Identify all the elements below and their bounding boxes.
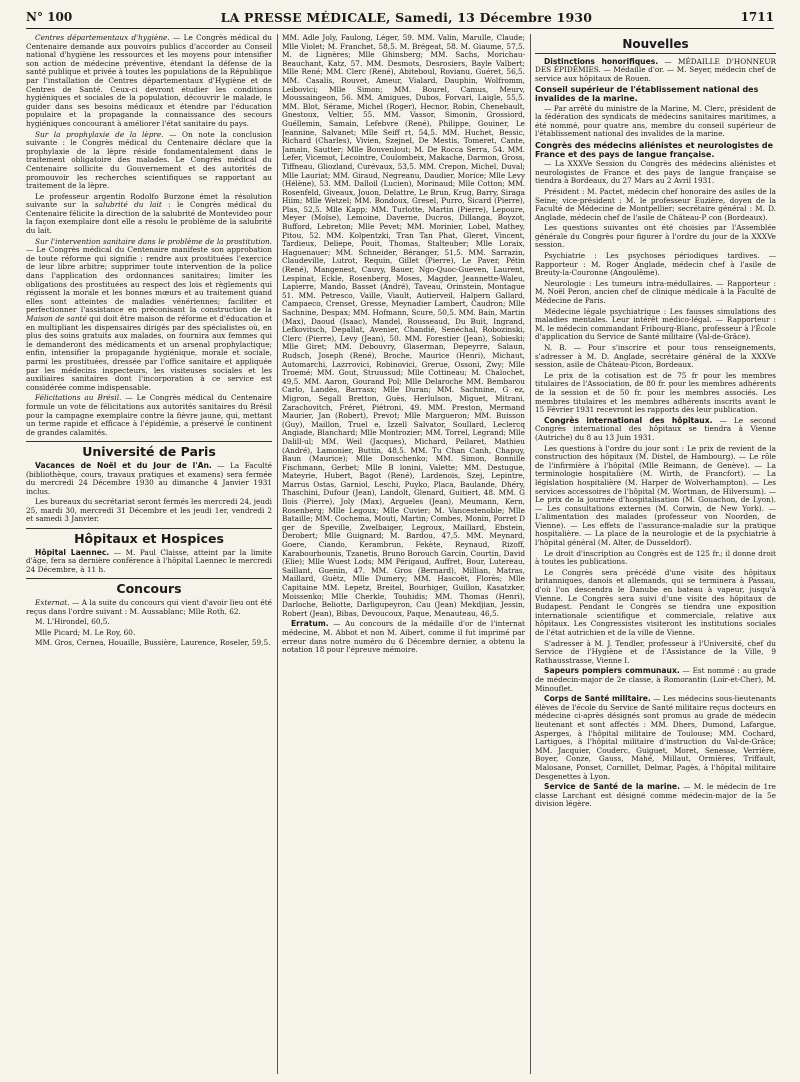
paragraph-erratum: Erratum. — Au concours de la médaille d'or de l'internat médecine, M. Abbot et non M. Aibert, comme il fut imprimé par erreur dans notre numéro du 6 Décembre dernier, a obtenu la notation 18 pour l'épreuve mémoire.	[282, 619, 525, 655]
heading-congres-alienistes: Congrès des médecins aliénistes et neurologistes de France et des pays de langue française.	[535, 140, 774, 159]
paragraph-lait: Le professeur argentin Rodolfo Burzone émet la résolution suivante sur la salubrité du lait : le Congrès médical du Centenaire félicite la direction de la salubrité de Montevideo pour la façon exemplaire dont elle a résolu le problème de la salubrité du lait.	[26, 191, 272, 236]
list-item: MM. Gros, Cernea, Houaille, Bussière, Laurence, Roseler, 59,5.	[35, 638, 271, 648]
page-header	[26, 6, 774, 29]
paragraph-prostitution: Sur l'intervention sanitaire dans le problème de la prostitution. — Le Congrès médical du Centenaire manifeste son approbation de toute réforme qui signifie : rendre aux prostituées l'exercice de leur libre arbitre; supprimer toute intervention de la police dans l'application des ordonnances sanitaires; limiter les obligations des prostituées au respect des lois et règlements qui régissent la morale et les bonnes mœurs et au traitement quand elles sont atteintes de maladies vénériennes; faciliter et perfectionner l'assistance en préconisant la construction de la Maison de santé qui doit être maison de réforme et d'éducation et en multipliant les dispensaires dirigés par des spécialistes où, en plus des soins gratuits aux malades, on fournira aux femmes qui le demanderont des médicaments et un arsenal prophylactique; enfin, intensifier la propagande hygiénique, morale et sociale, parmi les prostituées, dressée par l'office sanitaire et appliquée par les médecins inspecteurs, les visiteuses sociales et les auxiliaires sanitaires dont l'incorporation à ce service est considérée comme indispensable.	[26, 236, 272, 392]
section-title-universite: Université de Paris	[82, 444, 216, 460]
paragraph-bureaux: Les bureaux du secrétariat seront fermés les mercredi 24, jeudi 25, mardi 30, mercredi 31 Décembre et les jeudi 1er, vendredi 2 et samedi 3 Janvier.	[26, 497, 272, 524]
section-divider	[26, 441, 272, 442]
section-divider	[535, 53, 776, 54]
paragraph-lepre: Sur la prophylaxie de la lèpre. — On note la conclusion suivante : le Congrès médical du Centenaire déclare que la prophylaxie de la lèpre réside fondamentalement dans le traitement obligatoire des malades. Le Congrès médical du Centenaire sollicite du Gouvernement et des autorités de promouvoir les recherches scientifiques se rapportant au traitement de la lèpre.	[26, 129, 272, 191]
list-item: Mlle Picard; M. Le Roy, 60.	[35, 627, 136, 637]
section-title-hopitaux: Hôpitaux et Hospices	[74, 531, 224, 547]
paragraph-congres-5: Neurologie : Les tumeurs intra-médullaires. — Rapporteur : M. Noël Peron, ancien chef de clinique médicale à la Faculté de Médecine de Paris.	[535, 278, 776, 306]
journal-title: LA PRESSE MÉDICALE, Samedi, 13 Décembre 1930	[220, 9, 593, 25]
paragraph-international-2: Les questions à l'ordre du jour sont : Le prix de revient de la construction des hôpitaux (M. Distel, de Hambourg). — Le rôle de l'infirmière à l'hôpital (Mlle Reimann, de Genève). — La terminologie hospitalière (M. Wirth, de Francfort). — La législation hospitalière (M. Harper de Wolverhampton). — Les services accessoires de l'hôpital (M. Wortman, de Hilversum). — Le prix de la journée d'hospitalisation (M. Gouachon, de Lyon). — Les consultations externes (M. Corwin, de New York). — L'alimentation des malades (professeur von Noorden, de Vienne). — Les effets de l'assurance-maladie sur la pratique hospitalière. — La place de la neurologie et de la psychiatrie à l'hôpital général (M. Alter, de Dusseldorf).	[535, 443, 776, 548]
column-2	[282, 34, 525, 1074]
section-divider	[26, 528, 272, 529]
issue-number: N° 100	[26, 10, 73, 24]
paragraph-pompiers: Sapeurs pompiers communaux. — Est nommé : au grade de médecin-major de 2e classe, à Romorantin (Loir-et-Cher), M. Minouflet.	[535, 666, 776, 693]
section-title-nouvelles: Nouvelles	[622, 37, 689, 51]
paragraph-distinctions: Distinctions honorifiques. — MÉDAILLE D'HONNEUR DES ÉPIDÉMIES. — Médaille d'or. — M. Seyer, médecin chef de service aux hôpitaux de Rouen.	[535, 56, 776, 83]
paragraph-vacances: Vacances de Noël et du Jour de l'An. — La Faculté (bibliothèque, cours, travaux pratiques et examens) sera fermée du mercredi 24 Décembre 1930 au dimanche 4 Janvier 1931 inclus.	[26, 460, 272, 496]
concours-results-list: MM. Adle Joly, Faulong, Léger, 59. MM. Valin, Marulle, Claude; Mlle Violet; M. Franchet, 58,5. M. Brégeat, 58. M. Giaume, 57,5. M. de Lignères; Mlle Ghinsberg; MM. Sachs, Morichau-Beauchant, Katz, 57. MM. Desmots, Desrosiers, Bayle Valbert; Mlle René; MM. Clerc (René), Abiteboul, Rovianu, Guéret, 56,5. MM. Casalis, Rouvet, Ameur, Vialard, Dauphin, Wolfromm, Leibovici; Mlle Simon; MM. Bourel, Camus, Meurv, Moussaingeon, 56. MM. Amigues, Dubos, Forvari, Laigle, 55,5. MM. Blot, Sérame, Michel (Roger), Hecnor, Robin, Chenebault, Gnestoux, Veltier, 55. MM. Vassor, Simonin, Grossiord, Guéllemin, Samain, Lefebvre (René), Philippe, Gouiner, Le Jeannine, Salvanet; Mlle Seiff rt, 54,5. MM. Huchet, Bessic, Richard (Charles), Vivien, Szejnel, De Mestis, Tomeret, Cante, Jamain, Sautter; Mlle Bouvenlout; M. De Rocca Serra, 54. MM. Lefer, Vicemot, Lecointre, Coulombeix, Makache, Darmon, Gross, Tiffneau, Gliozland, Curévaux, 53,5. MM. Crepon, Michel, Duval; Mlle Lauriat; MM. Giraud, Negreanu, Daudier, Morice; Mlle Levy (Hélène), 53. MM. Dalloil (Lucien), Morinaud; Mlle Cotton; MM. Rosenfeld, Giveaux, Jouon, Delattre, Le Brun, Krug, Barry, Siraga Hiim; Mlle Wetzel; MM. Bondoux, Gresel, Purro, Sicard (Pierre), Plas, 52,5. Mlle Kapp; MM. Turlotte, Martin (Pierre), Lepoure, Meyer (Moïse), Lemoine, Daverne, Ducros, Dillanga, Boyzot, Bufford, Lebreton; Mlle Pevet; MM. Morinier, Lobel, Mathey, Pitou, 52. MM. Kolpentzki, Tran Tan Phat, Gleret, Vincent, Tardieux, Deliepe, Pouit, Thomas, Stalteuber; Mlle Loraix, Haguenauer; MM. Schneider, Béranger, 51,5. MM. Sarrazin, Claudeville, Lutrot, Requin, Gillet (Pierre), Le Paver, Pétin (René), Mangenest, Cauvy, Bauer, Ngo-Quoc-Gueven, Laurent, Lespinat, Eckle, Rosenberg, Moses, Magder, Jeannette-Waleu, Lapierre, Mando, Basset (André), Taveau, Orinstein, Montague 51. MM. Petresco, Vaille, Viault, Autierveil, Halpern Gallard, Campaeco, Crenset, Gresse, Meynadier Lambert, Caudron; Mlle Sachnine, Despax; MM. Hofmann, Scure, 50,5. MM. Bain, Martin (Max), Daoud (Isaac), Mandel, Rousseaud, Du Buit, Ingrand, Lefkovitsch, Depallat, Avenier, Chandié, Senéchal, Robozinski, Clerc (Pierre), Levy (Jean), 50. MM. Forestier (Jean), Sobieski; Mlle Giret; MM. Debouvry, Glaserman, Depeyrre, Salaun, Rudsch, Joseph (René), Broche, Maurice (Henri), Michaut, Automarchi, Lazrrovici, Robinovici, Grerue, Ossoni, Zwy; Mlle Troemé; MM. Gout, Struussud; Mlle Cottineau; M. Chalochet, 49,5. MM. Aaron, Gourand Pol; Mlle Delaroche MM. Bembarou Carlo, Landès, Barrasx; Mlle Duran; MM. Sachnine, G ez, Migron, Segall Bretton, Guès, Herlulson, Miguet, Mitrani, Zarachovitch, Fréret, Piétroni, 49. MM. Preston, Mermand Maurier, Jan (Robert), Prevot; Mlle Margueron; MM. Buisson (Guy), Maillon, Truel e, Izzell Salvator, Soullard, Leclercq Angiade, Blanchard; Mlle Montrozier; MM. Torrel, Legrand; Mlle Dalill-ul; MM. Weil (Jacques), Michard, Peilaret, Mathieu (André), Lamonier, Buttin, 48,5. MM. Tu Chan Canh, Chapuy, Baun (Maurice); Mlle Donschenko; MM. Simon, Bonnille Fischmann, Gerbet; Mlle B lonini, Valette; MM. Destugue, Mateyrie, Hubert, Bagot (René), Lardenois, Szej, Lepintre, Marrus Ostas, Garniol, Leschi, Puyko, Placa, Baulande, Dhéry, Thaschini, Dufour (Jean), Landolt, Glenard, Guitiert, 48. MM. G Ilois (Pierre), Joly (Max), Argueles (Jean), Meumann, Kern, Rosenberg; Mlle Legoux; Mlle Cuvier; M. Vancestenoble; Mlle Bataille; MM. Cochema, Mouti, Martin; Combes, Monin, Porret D ger de Speville, Zwelbaiger, Legroux, Maillard, Ebstein, Derobert; Mlle Guignard; M. Bardou, 47,5. MM. Meynard, Goere, Ciando, Kerambrun, Fekète, Reynaud, Rizoff, Karabourbounis, Tzanetis, Bruno Borouch Garcin, Courtin, David (Elie); Mlle Wuest Lods; MM Périgaud, Auffret, Bour, Lutereau, Saillant, Guenin, 47. MM. Gros (Bernard), Millian, Matras, Maillard, Guètz, Mlle Dumery; MM. Hascoët, Florès; Mlle Capitaine MM. Lepetz, Breitel, Bourhiger, Guillon, Kasatzker, Moissenko; Mlle Cherkle, Touhidis; MM. Thomas (Henri), Darloche, Beliotte, Darligupeyron, Cau (Jean) Mekdjian, Jessin, Robert (Jean), Bibas, Devoucoux, Paque, Menauteau, 46,5.	[282, 34, 525, 618]
paragraph-conseil: — Par arrêté du ministre de la Marine, M. Clerc, président de la fédération des syndicats de médecins sanitaires maritimes, a été nommé, pour quatre ans, membre du conseil supérieur de l'établissement national des invalides de la marine.	[535, 103, 776, 139]
paragraph-bresil: Félicitations au Brésil. — Le Congrès médical du Centenaire formule un vote de félicitations aux autorités sanitaires du Brésil pour la campagne exemplaire contre la fièvre jaune, qui, mettant un terme rapide et efficace à l'épidémie, a préservé le continent de grandes calamités.	[26, 393, 272, 437]
list-item: M. L'Hirondel, 60,5.	[35, 617, 110, 627]
column-1	[26, 34, 272, 1074]
paragraph-congres-1: — La XXXVe Session du Congrès des médecins aliénistes et neurologistes de France et des pays de langue française se tiendra à Bordeaux, du 27 Mars au 2 Avril 1931.	[535, 159, 776, 186]
paragraph-congres-7: N. B. — Pour s'inscrire et pour tous renseignements, s'adresser à M. D. Anglade, secrétaire général de la XXXVe session, asile de Château-Picon, Bordeaux.	[535, 343, 776, 370]
column-rule-right	[530, 34, 531, 1074]
heading-conseil: Conseil supérieur de l'établissement national des invalides de la marine.	[535, 85, 759, 103]
paragraph-congres-4: Psychiatrie : Les psychoses périodiques tardives. — Rapporteur : M. Roger Anglade, médecin chef à l'asile de Breuty-la-Couronne (Angoulême).	[535, 251, 776, 278]
paragraph-international-1: Congrès international des hôpitaux. — Le second Congrès international des hôpitaux se tiendra à Vienne (Autriche) du 8 au 13 Juin 1931.	[535, 415, 776, 442]
column-3	[535, 34, 776, 1074]
paragraph-congres-8: Le prix de la cotisation est de 75 fr pour les membres titulaires de l'Association, de 80 fr. pour les membres adhérents de la session et de 50 fr. pour les membres associés. Les membres titulaires et les membres adhérents inscrits avant le 15 Février 1931 recevront les rapports dès leur publication.	[535, 370, 776, 415]
paragraph-international-5: S'adresser à M. J. Tendler, professeur à l'Université, chef du Service de l'Hygiène et de l'Assistance de la Ville, 9 Rathausstrasse, Vienne I.	[535, 638, 776, 665]
paragraph-corps-sante: Corps de Santé militaire. — Les médecins sous-lieutenants élèves de l'école du Service de Santé militaire reçus docteurs en médecine ci-après désignés sont promus au grade de médecin lieutenant et sont affectés : MM. Dhers, Dumond, Lafargue, Asperges, à l'hôpital militaire de Toulouse; MM. Cochard, Lartigues, à l'hôpital militaire d'instruction du Val-de-Grâce; MM. Jacquier, Couderc, Guiguet, Moret, Senesse, Verrière, Boyer, Conze, Gauss, Mahé, Millaut, Ormières, Triffault, Malosane, Ponset, Cornillet, Delmar, Pagès, à l'hôpital militaire Desgenettes à Lyon.	[535, 694, 776, 781]
paragraph-congres-6: Médecine légale psychiatrique : Les fausses simulations des maladies mentales. Leur intérêt médico-légal. — Rapporteur : M. le médecin commandant Fribourg-Blanc, professeur à l'École d'application du Service de Santé militaire (Val-de-Grâce).	[535, 306, 776, 342]
paragraph-marine: Service de Santé de la marine. — M. le médecin de 1re classe Larchant est désigné comme médecin-major de la 5e division légère.	[535, 782, 776, 809]
paragraph-congres-2: Président : M. Pactet, médecin chef honoraire des asiles de la Seine; vice-président : M. le professeur Euzière, doyen de la Faculté de Médecine de Montpellier; secrétaire général : M. D. Anglade, médecin chef de l'asile de Château-P con (Bordeaux).	[535, 186, 776, 222]
page-number: 1711	[740, 10, 774, 24]
section-divider	[26, 578, 272, 579]
paragraph-externat: Externat. — A la suite du concours qui vient d'avoir lieu ont été reçus dans l'ordre suivant : M. Aussablanc; Mlle Roth, 62.	[26, 598, 272, 616]
paragraph-congres-3: Les questions suivantes ont été choisies par l'Assemblée générale du Congrès pour figurer à l'ordre du jour de la XXXVe session.	[535, 223, 776, 250]
paragraph-laennec: Hôpital Laennec. — M. Paul Claisse, atteint par la limite d'âge, fera sa dernière conférence à l'hôpital Laennec le mercredi 24 Décembre, à 11 h.	[26, 547, 272, 574]
paragraph-international-4: Le Congrès sera précédé d'une visite des hôpitaux britanniques, danois et allemands, qui se terminera à Passau, d'où l'on descendra le Danube en bateau à vapeur, jusqu'à Vienne. Le Congrès sera suivi d'une visite des hôpitaux de Budapest. Pendant le Congrès se tiendra une exposition internationale scientifique et commerciale, relative aux hôpitaux. Les Congressistes visiteront les institutions sociales de l'état autrichien et de la ville de Vienne.	[535, 567, 776, 637]
column-rule-left	[277, 34, 278, 1074]
section-title-concours: Concours	[116, 581, 182, 597]
paragraph-hygiene: Centres départementaux d'hygiène. — Le Congrès médical du Centenaire demande aux pouvoirs publics d'accorder au Conseil national d'hygiène les ressources et les moyens pour intensifier son action de médecine préventive, étendant la défense de la santé publique et privée à toutes les populations de la République par l'installation de Centres départementaux d'Hygiène et de Centres de Santé. Ceux-ci devront étudier les conditions hygiéniques et sociales de la population, découvrir le malade, le guider dans ses besoins médicaux et étendre par l'éducation populaire et la propagande la connaissance des secours hygiéniques concourant à améliorer l'état sanitaire du pays.	[26, 34, 272, 128]
paragraph-international-3: Le droit d'inscription au Congrès est de 125 fr.; il donne droit à toutes les publications.	[535, 548, 776, 567]
